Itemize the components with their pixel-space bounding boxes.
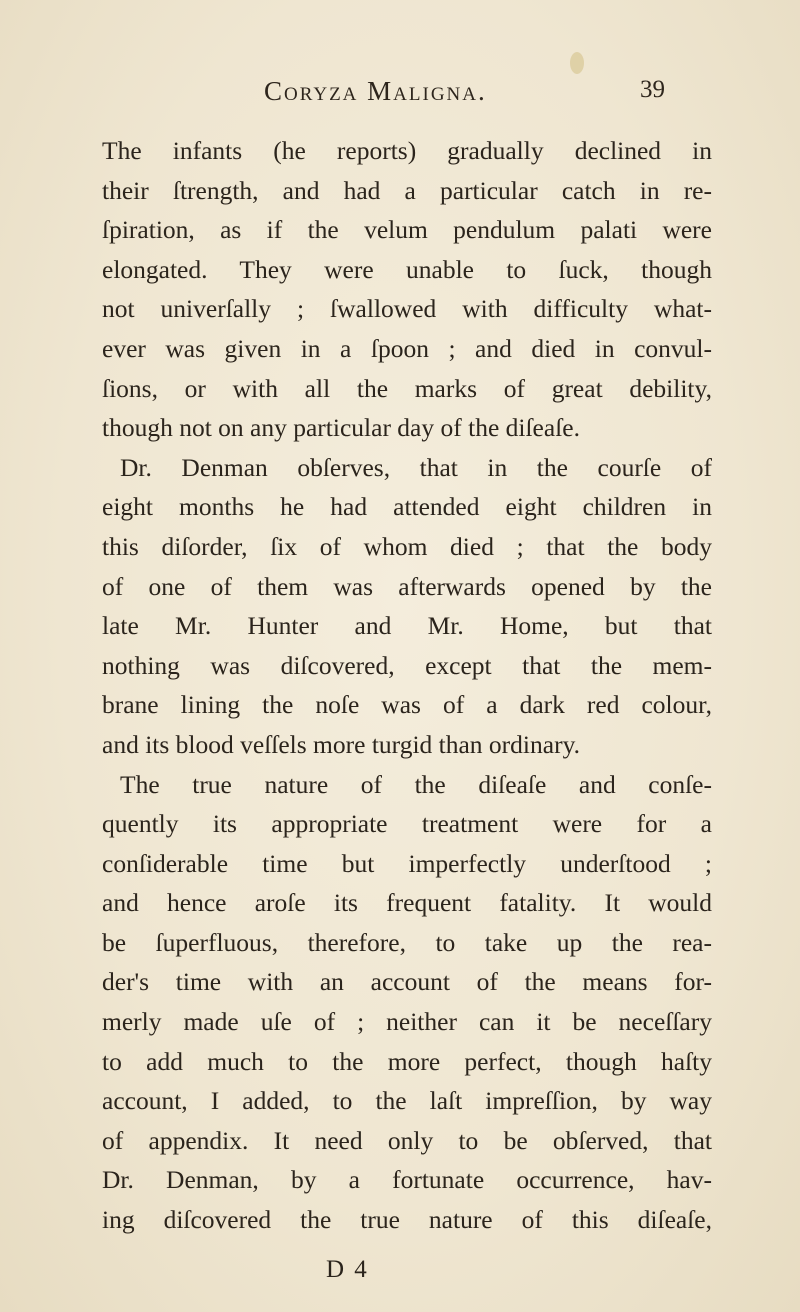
text-line: this diſorder, ſix of whom died ; that the body	[102, 531, 712, 561]
page-header	[0, 76, 800, 116]
signature-mark: D 4	[326, 1256, 369, 1283]
page-number: 39	[640, 76, 665, 103]
text-line: to add much to the more perfect, though haſty	[102, 1046, 712, 1076]
text-line: not univerſally ; ſwallowed with difficulty what-	[102, 294, 712, 324]
paper-stain	[570, 52, 584, 74]
body-text	[102, 131, 712, 1240]
text-line: ing diſcovered the true nature of this diſeaſe,	[102, 1205, 712, 1235]
text-line: quently its appropriate treatment were for a	[102, 809, 712, 839]
text-line: merly made uſe of ; neither can it be neceſſary	[102, 1007, 712, 1037]
text-line: ſpiration, as if the velum pendulum palati were	[102, 215, 712, 245]
text-line: nothing was diſcovered, except that the mem-	[102, 650, 712, 680]
text-line: and hence aroſe its frequent fatality. It would	[102, 888, 712, 918]
running-title: Coryza Maligna.	[264, 76, 487, 106]
text-line: Dr. Denman, by a fortunate occurrence, hav-	[102, 1165, 712, 1195]
text-line: The infants (he reports) gradually declined in	[102, 136, 712, 165]
text-line: ſions, or with all the marks of great debility,	[102, 373, 712, 403]
text-line: of appendix. It need only to be obſerved, that	[102, 1125, 712, 1155]
text-line: brane lining the noſe was of a dark red colour,	[102, 690, 712, 720]
text-line: though not on any particular day of the diſeaſe.	[102, 413, 580, 443]
text-line: account, I added, to the laſt impreſſion, by way	[102, 1086, 712, 1116]
text-line: conſiderable time but imperfectly underſtood ;	[102, 848, 712, 878]
text-line: der's time with an account of the means for-	[102, 967, 712, 997]
text-line: of one of them was afterwards opened by the	[102, 571, 712, 601]
paragraph-start-line: Dr. Denman obſerves, that in the courſe of	[120, 452, 712, 482]
text-line: their ſtrength, and had a particular catch in re-	[102, 175, 712, 205]
text-line: elongated. They were unable to ſuck, though	[102, 254, 712, 284]
text-line: eight months he had attended eight children in	[102, 492, 712, 522]
text-line: be ſuperfluous, therefore, to take up the rea-	[102, 927, 712, 957]
text-line: late Mr. Hunter and Mr. Home, but that	[102, 611, 712, 641]
paragraph-start-line: The true nature of the diſeaſe and conſe-	[120, 769, 712, 799]
text-line: and its blood veſſels more turgid than ordinary.	[102, 729, 581, 759]
text-line: ever was given in a ſpoon ; and died in convul-	[102, 333, 712, 363]
